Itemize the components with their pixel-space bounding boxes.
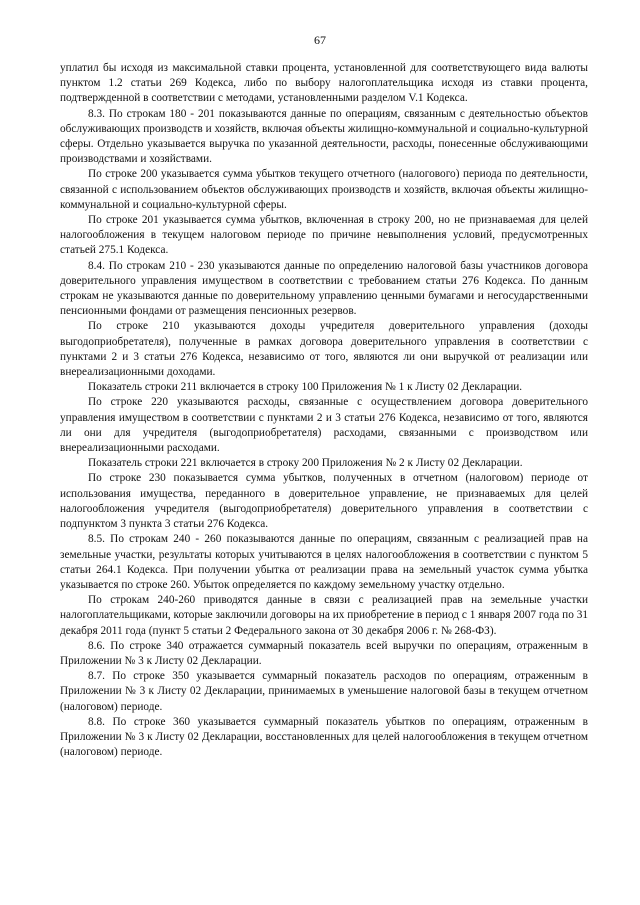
- paragraph-8-3: 8.3. По строкам 180 - 201 показываются данные по операциям, связанным с деятельностью объектов обслуживающих производств и хозяйств, включая объекты жилищно-коммунальной и социально-культурной сферы. Отдельно указывается выручка по указанной деятельности, расходы, понесенные обслуживающими производствами и хозяйствами.: [60, 107, 588, 166]
- paragraph-8-5: 8.5. По строкам 240 - 260 показываются данные по операциям, связанным с реализацией прав на земельные участки, результаты которых учитываются в целях налогообложения в соответствии с пунктом 5 статьи 264.1 Кодекса. При получении убытка от реализации права на земельный участок сумма убытка указывается по строке 260. Убыток определяется по каждому земельному участку отдельно.: [60, 533, 588, 591]
- page-number: 67: [314, 33, 326, 47]
- paragraph-continuation: уплатил бы исходя из максимальной ставки процента, установленной для соответствующего вида валюты пунктом 1.2 статьи 269 Кодекса, либо по выбору налогоплательщика исходя из ставки процента, подтвержденной в соответствии с методами, установленными разделом V.1 Кодекса.: [60, 62, 588, 105]
- paragraph-line-211: Показатель строки 211 включается в строку 100 Приложения № 1 к Листу 02 Декларации.: [88, 381, 523, 394]
- paragraph-line-221: Показатель строки 221 включается в строку 200 Приложения № 2 к Листу 02 Декларации.: [88, 457, 523, 470]
- paragraph-line-230: По строке 230 показывается сумма убытков, полученных в отчетном (налоговом) периоде от использования имущества, переданного в доверительное управление, не признаваемых для целей налогообложения учредителя (выгодоприобретателя) доверительного управления в соответствии с подпунктом 3 пункта 3 статьи 276 Кодекса.: [60, 472, 588, 531]
- paragraph-line-210: По строке 210 указываются доходы учредителя доверительного управления (доходы выгодоприобретателя), полученные в рамках договора доверительного управления в соответствии с пунктами 2 и 3 статьи 276 Кодекса, независимо от того, являются ли они выручкой от реализации или внереализационными доходами.: [60, 320, 588, 379]
- paragraph-8-4: 8.4. По строкам 210 - 230 указываются данные по определению налоговой базы участников договора доверительного управления имуществом в соответствии с требованием статьи 276 Кодекса. По данным строкам не указываются данные по доверительному управлению ценными бумагами и негосударственными пенсионными фондами от размещения пенсионных резервов.: [60, 259, 588, 318]
- paragraph-line-201: По строке 201 указывается сумма убытков, включенная в строку 200, но не признаваемая для целей налогообложения в текущем налоговом периоде по причине невыполнения условий, предусмотренных статьей 275.1 Кодекса.: [60, 214, 588, 257]
- paragraph-8-7: 8.7. По строке 350 указывается суммарный показатель расходов по операциям, отраженным в Приложении № 3 к Листу 02 Декларации, принимаемых в уменьшение налоговой базы в текущем отчетном (налоговом) периоде.: [60, 670, 588, 713]
- paragraph-8-8: 8.8. По строке 360 указывается суммарный показатель убытков по операциям, отраженным в Приложении № 3 к Листу 02 Декларации, восстановленных для целей налогообложения в текущем отчетном (налоговом) периоде.: [60, 715, 588, 759]
- paragraph-line-220: По строке 220 указываются расходы, связанные с осуществлением договора доверительного управления имуществом в соответствии с пунктами 2 и 3 статьи 276 Кодекса, независимо от того, являются ли они для учредителя (выгодоприобретателя) расходами, связанными с производством или внереализационными расходами.: [60, 396, 588, 455]
- paragraph-8-6: 8.6. По строке 340 отражается суммарный показатель всей выручки по операциям, отраженным в Приложении № 3 к Листу 02 Декларации.: [60, 639, 588, 667]
- paragraph-line-200: По строке 200 указывается сумма убытков текущего отчетного (налогового) периода по деятельности, связанной с использованием объектов обслуживающих производств и хозяйств, включая объекты жилищно-коммунальной и социально-культурной сферы.: [60, 168, 588, 211]
- document-body: [60, 61, 588, 760]
- paragraph-lines-240-260: По строкам 240-260 приводятся данные в связи с реализацией прав на земельные участки налогоплательщиками, которые заключили договоры на их приобретение в период с 1 января 2007 года по 31 декабря 2011 года (пункт 5 статьи 2 Федерального закона от 30 декабря 2006 г. № 268-ФЗ).: [60, 594, 588, 637]
